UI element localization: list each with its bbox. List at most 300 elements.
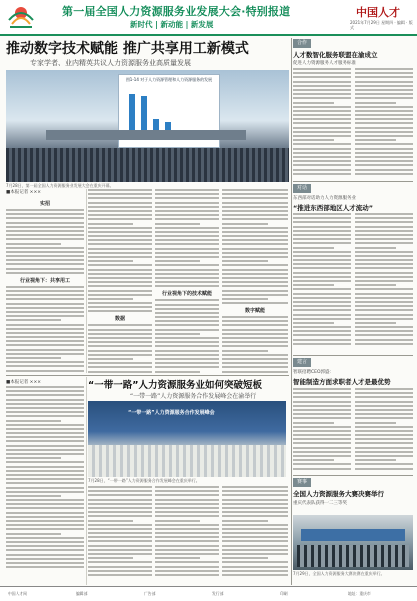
text-line <box>293 343 351 345</box>
text-line <box>293 173 351 175</box>
lead-headline: 推动数字技术赋能 推广共享用工新模式 <box>6 41 249 57</box>
text-line <box>293 267 351 269</box>
text-line <box>88 256 152 258</box>
text-line <box>222 210 288 212</box>
text-line <box>293 426 351 428</box>
text-line <box>293 288 351 290</box>
text-line <box>222 566 288 568</box>
text-line <box>355 455 413 457</box>
text-line <box>155 285 219 287</box>
contestants <box>297 545 409 567</box>
body-text <box>293 213 351 345</box>
section-head: 数字赋能 <box>244 308 265 315</box>
text-line <box>88 302 152 304</box>
text-line <box>293 417 351 419</box>
text-line <box>88 298 133 300</box>
text-line <box>155 197 219 199</box>
text-line <box>88 310 152 312</box>
text-line <box>293 459 334 461</box>
text-line <box>293 81 351 83</box>
text-line <box>293 463 351 465</box>
text-line <box>6 487 84 489</box>
text-line <box>293 143 351 145</box>
contest-photo-caption: 7月29日，全国人力资源服务大赛决赛在重庆举行。 <box>293 571 385 576</box>
text-line <box>6 226 84 228</box>
text-line <box>293 405 351 407</box>
paper-name: 中国人才 <box>356 6 400 19</box>
text-line <box>293 97 351 99</box>
article2-column-3 <box>155 486 219 584</box>
text-line <box>355 139 396 141</box>
text-line <box>6 272 84 274</box>
text-line <box>222 490 288 492</box>
text-line <box>155 561 219 563</box>
text-line <box>222 515 288 517</box>
text-line <box>293 85 351 87</box>
text-line <box>6 263 84 265</box>
text-line <box>355 217 413 219</box>
text-line <box>155 503 219 505</box>
text-line <box>293 93 351 95</box>
text-line <box>88 206 152 208</box>
text-line <box>155 536 219 538</box>
text-line <box>293 118 351 120</box>
text-line <box>6 340 84 342</box>
text-line <box>6 453 84 455</box>
text-line <box>88 324 152 326</box>
section-divider <box>293 475 413 476</box>
text-line <box>88 248 152 250</box>
text-line <box>155 252 219 254</box>
right-text-1a <box>293 68 351 180</box>
article2-photo <box>88 401 286 477</box>
text-line <box>355 334 413 336</box>
text-line <box>88 524 152 526</box>
right-subheadline-3: 智联招聘CEO郭盛： <box>293 370 335 375</box>
text-line <box>88 252 152 254</box>
text-line <box>155 557 200 559</box>
text-line <box>6 499 84 501</box>
text-line <box>293 251 351 253</box>
text-line <box>222 193 288 195</box>
text-line <box>155 210 219 212</box>
text-line <box>88 281 152 283</box>
text-line <box>293 309 351 311</box>
text-line <box>293 217 351 219</box>
footer-item: 发行部 <box>212 591 224 596</box>
text-line <box>88 490 152 492</box>
text-line <box>355 388 413 390</box>
text-line <box>293 226 351 228</box>
text-line <box>355 263 413 265</box>
article2-column-1 <box>6 386 84 584</box>
text-line <box>155 553 219 555</box>
text-line <box>355 405 413 407</box>
text-line <box>293 280 351 282</box>
text-line <box>355 463 413 465</box>
text-line <box>222 486 288 488</box>
audience <box>6 148 289 182</box>
text-line <box>6 474 84 476</box>
footer-item: 地址：重庆市 <box>348 591 371 596</box>
text-line <box>6 217 84 219</box>
text-line <box>355 417 413 419</box>
text-line <box>293 447 351 449</box>
text-line <box>88 561 152 563</box>
column-rule <box>86 189 87 373</box>
text-line <box>222 206 288 208</box>
text-line <box>293 89 351 91</box>
text-line <box>222 333 288 335</box>
text-line <box>6 286 84 288</box>
text-line <box>222 503 288 505</box>
text-line <box>88 223 133 225</box>
text-line <box>355 238 413 240</box>
text-line <box>293 326 351 328</box>
text-line <box>6 222 84 224</box>
text-line <box>155 345 219 347</box>
text-line <box>355 118 413 120</box>
text-line <box>222 557 268 559</box>
text-line <box>155 333 200 335</box>
text-line <box>88 214 152 216</box>
text-line <box>222 197 288 199</box>
text-line <box>293 334 351 336</box>
text-line <box>293 76 351 78</box>
text-line <box>6 361 84 363</box>
text-line <box>6 524 84 526</box>
text-line <box>6 353 84 355</box>
section-divider <box>293 181 413 182</box>
lead-byline: ■本报记者 ××× <box>6 190 41 195</box>
text-line <box>6 311 84 313</box>
text-line <box>6 336 84 338</box>
text-line <box>155 243 219 245</box>
text-line <box>355 343 413 345</box>
text-line <box>88 528 152 530</box>
text-line <box>355 330 413 332</box>
text-line <box>88 231 152 233</box>
text-line <box>155 324 219 326</box>
text-line <box>6 403 84 405</box>
text-line <box>293 272 351 274</box>
text-line <box>155 511 219 513</box>
footer-item: 印刷 <box>280 591 288 596</box>
text-line <box>222 528 288 530</box>
text-line <box>88 494 152 496</box>
masthead <box>0 0 417 36</box>
text-line <box>155 269 219 271</box>
text-line <box>6 344 84 346</box>
text-line <box>6 238 84 240</box>
text-line <box>155 235 219 237</box>
screen-chart-title: 图1-14 对于人力资源管理和人力资源服务的发展 <box>125 77 213 82</box>
body-text <box>6 286 84 373</box>
body-text <box>155 486 219 576</box>
section-divider <box>293 355 413 356</box>
text-line <box>155 231 219 233</box>
text-line <box>355 426 413 428</box>
text-line <box>88 366 152 368</box>
text-line <box>6 213 84 215</box>
text-line <box>6 407 84 409</box>
text-line <box>355 234 413 236</box>
text-line <box>355 422 396 424</box>
text-line <box>355 68 413 70</box>
text-line <box>355 160 413 162</box>
text-line <box>222 202 288 204</box>
text-line <box>88 520 133 522</box>
text-line <box>222 214 288 216</box>
text-line <box>355 169 413 171</box>
text-line <box>355 259 413 261</box>
body-text <box>355 388 413 470</box>
body-text <box>293 68 351 175</box>
text-line <box>155 223 200 225</box>
body-text <box>88 189 152 312</box>
text-line <box>6 415 84 417</box>
text-line <box>6 512 84 514</box>
text-line <box>6 230 84 232</box>
text-line <box>88 354 152 356</box>
text-line <box>355 148 413 150</box>
text-line <box>293 213 351 215</box>
text-line <box>88 277 152 279</box>
text-line <box>293 247 334 249</box>
body-text <box>6 386 84 568</box>
text-line <box>6 432 84 434</box>
text-line <box>155 515 219 517</box>
lead-column-2 <box>88 189 152 373</box>
text-line <box>293 135 351 137</box>
text-line <box>6 541 84 543</box>
text-line <box>293 451 351 453</box>
conference-logo-icon <box>4 2 38 30</box>
text-line <box>222 494 288 496</box>
right-column-rule <box>291 38 292 585</box>
text-line <box>88 341 152 343</box>
text-line <box>222 362 288 364</box>
text-line <box>6 436 84 438</box>
text-line <box>88 264 152 266</box>
text-line <box>355 72 413 74</box>
text-line <box>6 251 84 253</box>
text-line <box>355 255 413 257</box>
text-line <box>6 470 84 472</box>
text-line <box>155 366 219 368</box>
text-line <box>6 307 84 309</box>
footer-item: 编辑部 <box>76 591 88 596</box>
section-head: 行业视角下的技术赋能 <box>161 291 212 298</box>
text-line <box>222 260 268 262</box>
text-line <box>293 388 351 390</box>
text-line <box>155 273 219 275</box>
text-line <box>6 445 84 447</box>
text-line <box>88 507 152 509</box>
section-divider <box>6 375 289 376</box>
text-line <box>88 193 152 195</box>
text-line <box>355 305 413 307</box>
text-line <box>293 409 351 411</box>
text-line <box>222 511 288 513</box>
text-line <box>222 337 288 339</box>
tag-advice: 建言 <box>293 358 311 367</box>
text-line <box>222 574 288 576</box>
text-line <box>355 81 413 83</box>
text-line <box>155 350 219 352</box>
text-line <box>155 354 219 356</box>
footer-item: 广告部 <box>144 591 156 596</box>
text-line <box>355 451 413 453</box>
body-text <box>293 388 351 470</box>
text-line <box>6 549 84 551</box>
body-text <box>88 486 152 576</box>
text-line <box>6 315 84 317</box>
text-line <box>293 110 351 112</box>
text-line <box>6 332 84 334</box>
text-line <box>155 341 219 343</box>
text-line <box>355 284 396 286</box>
text-line <box>222 532 288 534</box>
text-line <box>88 189 152 191</box>
text-line <box>222 358 288 360</box>
text-line <box>355 301 413 303</box>
text-line <box>355 76 413 78</box>
text-line <box>293 392 351 394</box>
text-line <box>293 148 351 150</box>
text-line <box>88 260 133 262</box>
text-line <box>293 430 351 432</box>
body-text <box>355 213 413 345</box>
text-line <box>222 248 288 250</box>
text-line <box>355 164 413 166</box>
text-line <box>155 566 219 568</box>
text-line <box>355 434 413 436</box>
right-text-1b <box>355 68 413 180</box>
text-line <box>355 413 413 415</box>
contest-photo <box>293 515 413 570</box>
text-line <box>293 438 351 440</box>
text-line <box>355 401 413 403</box>
text-line <box>293 255 351 257</box>
text-line <box>155 299 219 301</box>
text-line <box>355 106 413 108</box>
text-line <box>6 298 84 300</box>
text-line <box>6 503 84 505</box>
text-line <box>6 268 84 270</box>
article2-column-2 <box>88 486 152 584</box>
text-line <box>355 267 413 269</box>
text-line <box>355 438 413 440</box>
text-line <box>355 131 413 133</box>
article2-column-4 <box>222 486 288 584</box>
article2-headline: “一带一路”人力资源服务业如何突破短板 <box>88 380 262 391</box>
right-headline-2: “推进东西部地区人才流动” <box>293 204 374 212</box>
text-line <box>355 272 413 274</box>
text-line <box>155 260 200 262</box>
text-line <box>355 280 413 282</box>
right-subheadline-2: 东西部对话助力人力资源服务业 <box>293 196 356 201</box>
text-line <box>88 566 152 568</box>
text-line <box>6 370 84 372</box>
text-line <box>222 239 288 241</box>
text-line <box>6 420 61 422</box>
text-line <box>222 329 288 331</box>
text-line <box>155 362 219 364</box>
text-line <box>88 499 152 501</box>
text-line <box>293 284 334 286</box>
text-line <box>88 290 152 292</box>
article2-photo-caption: 7月28日，“一带一路”人力资源服务合作发展峰会在重庆举行。 <box>88 478 200 483</box>
text-line <box>222 189 288 191</box>
text-line <box>6 294 84 296</box>
text-line <box>222 536 288 538</box>
text-line <box>155 202 219 204</box>
text-line <box>222 227 288 229</box>
text-line <box>293 160 351 162</box>
text-line <box>155 281 219 283</box>
right-text-3a <box>293 388 351 473</box>
right-headline-4: 全国人力资源服务大赛决赛举行 <box>293 490 384 498</box>
text-line <box>222 273 288 275</box>
text-line <box>155 490 219 492</box>
section-head: 实招 <box>39 201 50 207</box>
text-line <box>88 345 152 347</box>
text-line <box>6 209 84 211</box>
text-line <box>355 230 413 232</box>
text-line <box>155 371 200 373</box>
text-line <box>222 350 268 352</box>
text-line <box>222 320 288 322</box>
text-line <box>293 301 351 303</box>
text-line <box>355 97 413 99</box>
text-line <box>88 371 152 373</box>
text-line <box>155 239 219 241</box>
text-line <box>293 322 334 324</box>
text-line <box>293 330 351 332</box>
text-line <box>155 540 219 542</box>
text-line <box>155 214 219 216</box>
text-line <box>355 322 396 324</box>
article2-subheadline: “一带一路”人力资源服务合作发展峰会在渝举行 <box>130 393 257 400</box>
text-line <box>355 326 413 328</box>
text-line <box>355 430 413 432</box>
text-line <box>293 259 351 261</box>
masthead-title: 第一届全国人力资源服务业发展大会·特别报道 <box>62 5 291 18</box>
footer-item: 中国人才网 <box>8 591 27 596</box>
text-line <box>6 545 84 547</box>
lead-column-3 <box>155 189 219 373</box>
text-line <box>355 468 413 470</box>
text-line <box>88 553 152 555</box>
text-line <box>88 202 152 204</box>
text-line <box>355 226 413 228</box>
section-head: 数据 <box>114 316 125 323</box>
text-line <box>6 324 84 326</box>
text-line <box>6 243 61 245</box>
text-line <box>155 507 219 509</box>
text-line <box>222 256 288 258</box>
text-line <box>293 413 351 415</box>
text-line <box>88 218 152 220</box>
text-line <box>355 122 413 124</box>
text-line <box>6 528 84 530</box>
text-line <box>355 221 413 223</box>
text-line <box>222 269 288 271</box>
text-line <box>222 371 288 373</box>
text-line <box>355 143 413 145</box>
text-line <box>155 248 219 250</box>
